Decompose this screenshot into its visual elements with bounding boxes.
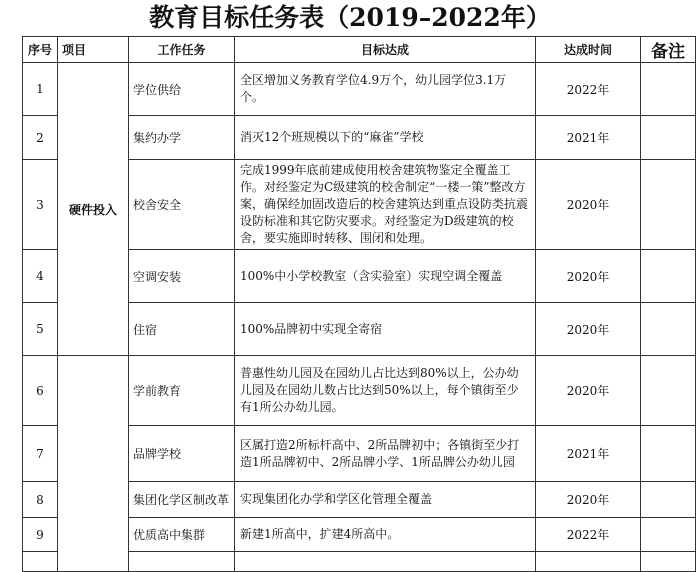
row-time: 2022年 xyxy=(536,518,641,552)
row-task: 校舍安全 xyxy=(129,160,235,250)
row-note xyxy=(641,116,696,160)
page-title: 教育目标任务表（2019–2022年） xyxy=(149,3,551,32)
row-time: 2020年 xyxy=(536,356,641,426)
category-hardware: 硬件投入 xyxy=(58,63,129,356)
row-seq: 7 xyxy=(23,426,58,482)
header-seq: 序号 xyxy=(23,37,58,63)
row-note xyxy=(641,63,696,116)
row-seq: 5 xyxy=(23,303,58,356)
header-note: 备注 xyxy=(641,37,696,63)
row-note xyxy=(641,518,696,552)
row-time: 2021年 xyxy=(536,116,641,160)
row-target: 普惠性幼儿园及在园幼儿占比达到80%以上，公办幼儿园及在园幼儿数占比达到50%以上，每个镇街至少有1所公办幼儿园。 xyxy=(235,356,536,426)
row-seq: 4 xyxy=(23,250,58,303)
header-target: 目标达成 xyxy=(235,37,536,63)
category-empty xyxy=(58,356,129,572)
row-task: 优质高中集群 xyxy=(129,518,235,552)
row-task: 集团化学区制改革 xyxy=(129,482,235,518)
row-seq: 2 xyxy=(23,116,58,160)
row-time: 2021年 xyxy=(536,426,641,482)
row-note xyxy=(641,356,696,426)
row-note xyxy=(641,303,696,356)
row-seq: 6 xyxy=(23,356,58,426)
header-task: 工作任务 xyxy=(129,37,235,63)
row-time: 2022年 xyxy=(536,63,641,116)
header-time: 达成时间 xyxy=(536,37,641,63)
row-target: 消灭12个班规模以下的“麻雀”学校 xyxy=(235,116,536,160)
row-note xyxy=(641,160,696,250)
row-note xyxy=(641,250,696,303)
row-target: 100%中小学校教室（含实验室）实现空调全覆盖 xyxy=(235,250,536,303)
task-table xyxy=(22,36,696,572)
row-time: 2020年 xyxy=(536,250,641,303)
row-time: 2020年 xyxy=(536,160,641,250)
row-task: 空调安装 xyxy=(129,250,235,303)
table-row xyxy=(23,356,696,426)
row-task: 住宿 xyxy=(129,303,235,356)
row-task: 集约办学 xyxy=(129,116,235,160)
header-row xyxy=(23,37,696,63)
row-target: 全区增加义务教育学位4.9万个，幼儿园学位3.1万个。 xyxy=(235,63,536,116)
table-row xyxy=(23,63,696,116)
row-task: 品牌学校 xyxy=(129,426,235,482)
row-target: 区属打造2所标杆高中、2所品牌初中；各镇街至少打造1所品牌初中、2所品牌小学、1所品牌公办幼儿园 xyxy=(235,426,536,482)
row-seq: 1 xyxy=(23,63,58,116)
header-project: 项目 xyxy=(58,37,129,63)
row-target: 实现集团化办学和学区化管理全覆盖 xyxy=(235,482,536,518)
row-time: 2020年 xyxy=(536,303,641,356)
row-seq: 3 xyxy=(23,160,58,250)
row-seq: 9 xyxy=(23,518,58,552)
row-task: 学位供给 xyxy=(129,63,235,116)
row-time: 2020年 xyxy=(536,482,641,518)
row-target: 完成1999年底前建成使用校舍建筑物鉴定全覆盖工作。对经鉴定为C级建筑的校舍制定“一楼一策”整改方案，确保经加固改造后的校舍建筑达到重点设防类抗震设防标准和其它防灾要求。对经鉴定为D级建筑的校舍，要实施即时转移、围闭和处理。 xyxy=(235,160,536,250)
row-note xyxy=(641,426,696,482)
row-note xyxy=(641,482,696,518)
row-seq: 8 xyxy=(23,482,58,518)
row-target: 100%品牌初中实现全寄宿 xyxy=(235,303,536,356)
row-target: 新建1所高中，扩建4所高中。 xyxy=(235,518,536,552)
row-task: 学前教育 xyxy=(129,356,235,426)
